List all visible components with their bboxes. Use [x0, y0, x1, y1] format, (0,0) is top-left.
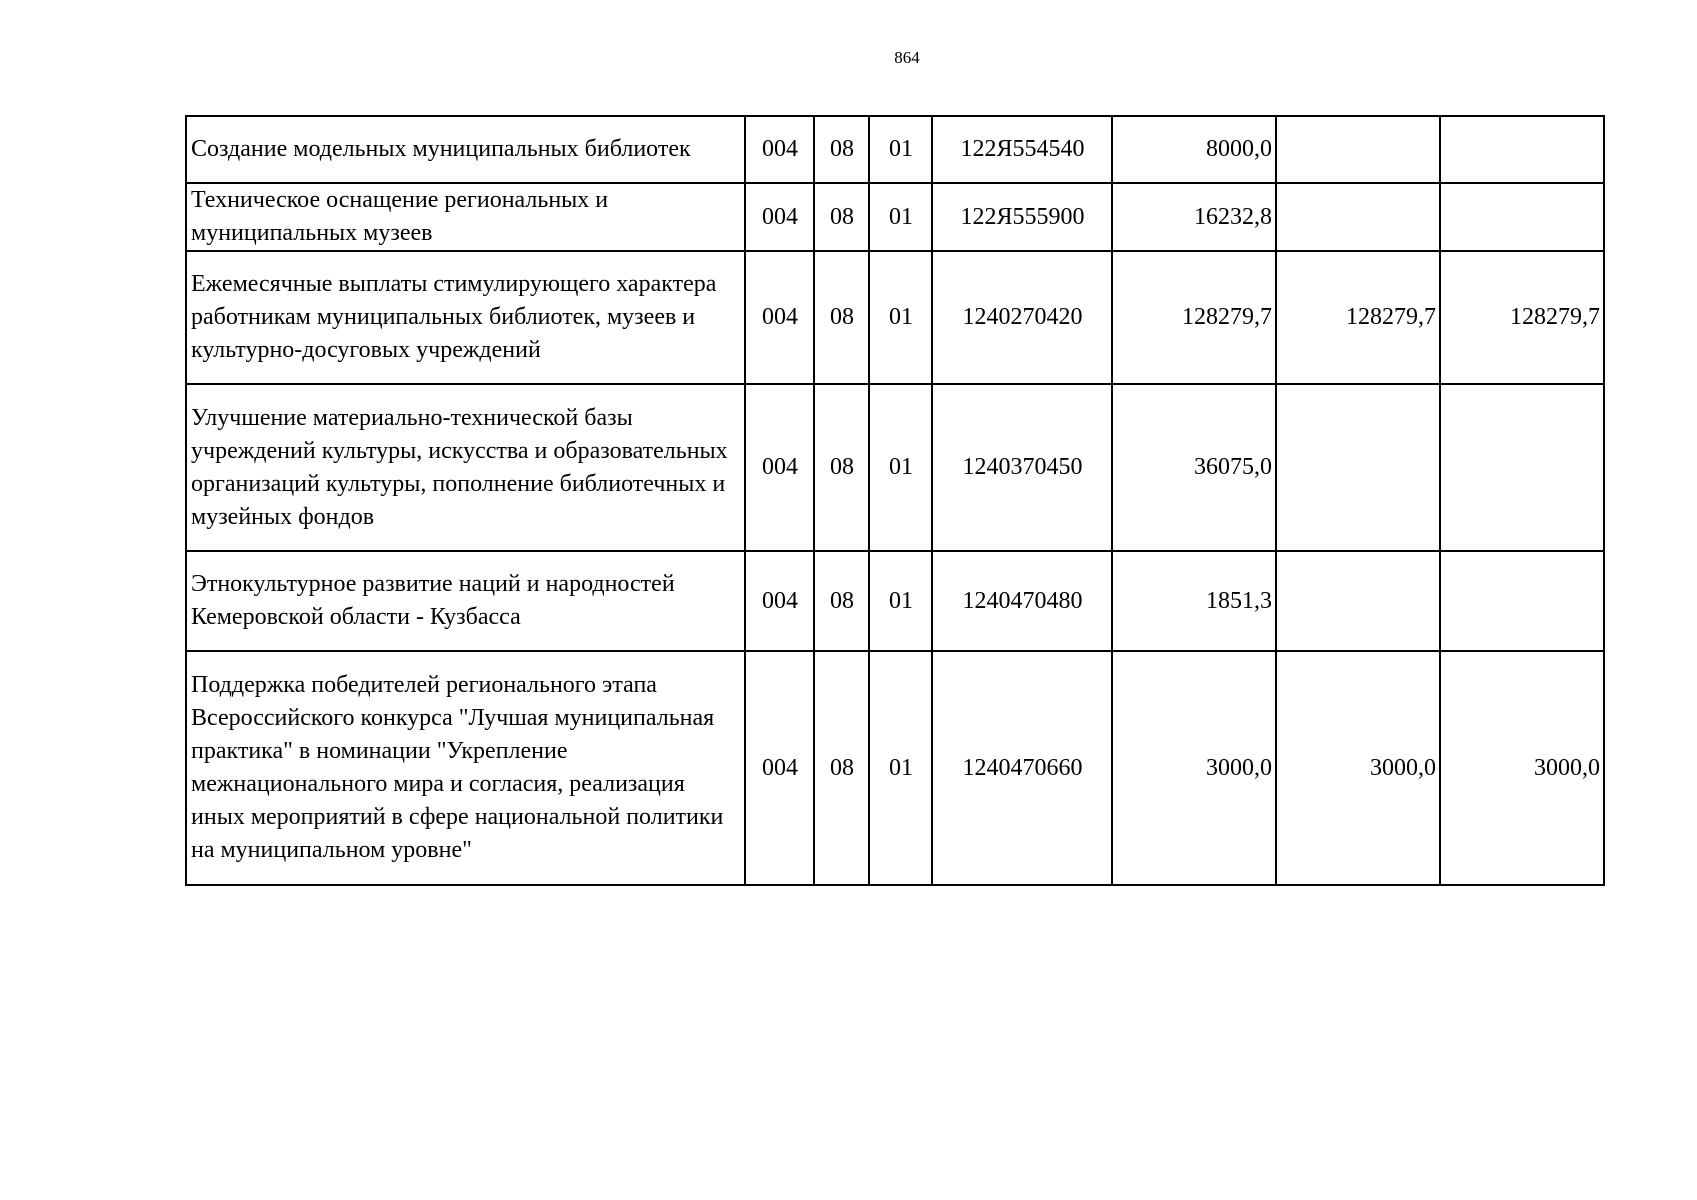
table-row	[186, 384, 1604, 551]
cell-name: Этнокультурное развитие наций и народностей Кемеровской области - Кузбасса	[186, 551, 745, 651]
budget-table	[185, 115, 1605, 886]
cell-sum-2	[1276, 551, 1440, 651]
cell-pr: 01	[869, 651, 932, 885]
cell-sum-2: 3000,0	[1276, 651, 1440, 885]
cell-csr: 122Я554540	[932, 116, 1112, 183]
cell-sum-3: 128279,7	[1440, 251, 1604, 384]
cell-sum-1: 16232,8	[1112, 183, 1276, 251]
cell-name: Улучшение материально-технической базы учреждений культуры, искусства и образовательных организаций культуры, пополнение библиотечных и музейных фондов	[186, 384, 745, 551]
cell-name: Создание модельных муниципальных библиотек	[186, 116, 745, 183]
cell-sum-2	[1276, 116, 1440, 183]
cell-rz: 08	[814, 183, 869, 251]
cell-ved: 004	[745, 251, 814, 384]
cell-csr: 1240370450	[932, 384, 1112, 551]
cell-ved: 004	[745, 551, 814, 651]
cell-sum-3	[1440, 551, 1604, 651]
cell-name: Ежемесячные выплаты стимулирующего характера работникам муниципальных библиотек, музеев и культурно-досуговых учреждений	[186, 251, 745, 384]
table-row	[186, 651, 1604, 885]
cell-csr: 1240470660	[932, 651, 1112, 885]
cell-name: Поддержка победителей регионального этапа Всероссийского конкурса "Лучшая муниципальная практика" в номинации "Укрепление межнационального мира и согласия, реализация иных мероприятий в сфере национальной политики на муниципальном уровне"	[186, 651, 745, 885]
cell-csr: 1240470480	[932, 551, 1112, 651]
cell-rz: 08	[814, 251, 869, 384]
table-row	[186, 183, 1604, 251]
cell-sum-3: 3000,0	[1440, 651, 1604, 885]
cell-sum-2	[1276, 183, 1440, 251]
cell-sum-2	[1276, 384, 1440, 551]
cell-pr: 01	[869, 116, 932, 183]
page-number: 864	[894, 48, 920, 67]
table-row	[186, 251, 1604, 384]
cell-sum-3	[1440, 116, 1604, 183]
cell-pr: 01	[869, 551, 932, 651]
cell-ved: 004	[745, 384, 814, 551]
table-row	[186, 116, 1604, 183]
table-row	[186, 551, 1604, 651]
cell-sum-1: 1851,3	[1112, 551, 1276, 651]
cell-pr: 01	[869, 183, 932, 251]
cell-pr: 01	[869, 384, 932, 551]
cell-sum-1: 128279,7	[1112, 251, 1276, 384]
cell-ved: 004	[745, 651, 814, 885]
cell-rz: 08	[814, 384, 869, 551]
cell-rz: 08	[814, 651, 869, 885]
cell-ved: 004	[745, 183, 814, 251]
cell-sum-1: 8000,0	[1112, 116, 1276, 183]
cell-rz: 08	[814, 551, 869, 651]
cell-ved: 004	[745, 116, 814, 183]
cell-csr: 1240270420	[932, 251, 1112, 384]
cell-name: Техническое оснащение региональных и муниципальных музеев	[186, 183, 745, 251]
cell-csr: 122Я555900	[932, 183, 1112, 251]
cell-rz: 08	[814, 116, 869, 183]
cell-sum-3	[1440, 183, 1604, 251]
cell-sum-1: 3000,0	[1112, 651, 1276, 885]
cell-pr: 01	[869, 251, 932, 384]
cell-sum-3	[1440, 384, 1604, 551]
cell-sum-1: 36075,0	[1112, 384, 1276, 551]
cell-sum-2: 128279,7	[1276, 251, 1440, 384]
